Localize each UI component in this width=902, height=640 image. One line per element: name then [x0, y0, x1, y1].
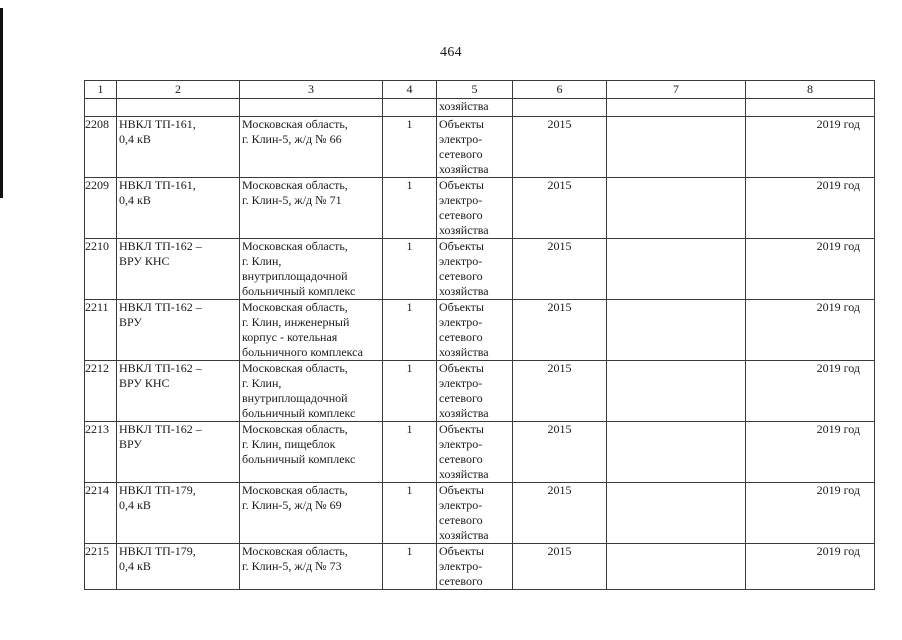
cell-object-type: [437, 300, 513, 361]
cell-object-type: [437, 361, 513, 422]
cell-number: [85, 361, 117, 422]
cell-number-text: 2211: [85, 300, 109, 314]
cell-address-text: Московская область, г. Клин, пищеблок больничный комплекс: [242, 422, 356, 466]
table-row: [85, 422, 875, 483]
cell-year-text: 2015: [547, 483, 572, 497]
cell-deadline: [746, 117, 875, 178]
cell-object-name: [117, 300, 240, 361]
cell-number: [85, 300, 117, 361]
cell-deadline: [746, 544, 875, 590]
cell-number-text: 2213: [85, 422, 109, 436]
table-row: [85, 178, 875, 239]
cell-column-7: [607, 544, 746, 590]
cell-quantity: [383, 178, 437, 239]
cell-deadline-text: 2019 год: [816, 483, 860, 497]
page-number: 464: [440, 45, 462, 60]
cell-address: [240, 117, 383, 178]
cell-address: [240, 361, 383, 422]
table-row: [85, 117, 875, 178]
cell-year: [513, 300, 607, 361]
cell-address-text: Московская область, г. Клин, внутриплощадочной больничный комплекс: [242, 361, 356, 420]
cell-year-text: 2015: [547, 239, 572, 253]
cell-object-name: [117, 422, 240, 483]
cell-object-type: [437, 483, 513, 544]
cell-address: [240, 239, 383, 300]
cell-object-type-text: Объекты электро- сетевого хозяйства: [439, 178, 489, 237]
cell-quantity-text: 1: [406, 483, 413, 497]
table-row: [85, 361, 875, 422]
cell-address-text: Московская область, г. Клин, внутриплощадочной больничный комплекс: [242, 239, 356, 298]
cell-quantity: [383, 544, 437, 590]
cell-column-7: [607, 178, 746, 239]
cell-deadline-text: 2019 год: [816, 361, 860, 375]
cell-object-name: [117, 239, 240, 300]
cell-quantity-text: 1: [406, 544, 413, 558]
cell-address-text: Московская область, г. Клин, инженерный корпус - котельная больничного комплекса: [242, 300, 363, 359]
cell-number-text: 2212: [85, 361, 109, 375]
cell-number: [85, 483, 117, 544]
cell-deadline-text: 2019 год: [816, 239, 860, 253]
cell-object-type-text: Объекты электро- сетевого хозяйства: [439, 239, 489, 298]
cell-deadline-text: 2019 год: [816, 117, 860, 131]
cell-object-type: [437, 239, 513, 300]
cell-deadline: [746, 300, 875, 361]
cell-object-name-text: НВКЛ ТП-179, 0,4 кВ: [119, 483, 196, 512]
cell-year: [513, 361, 607, 422]
register-table: [84, 80, 875, 590]
cell-year-text: 2015: [547, 178, 572, 192]
table-cell: [85, 99, 117, 117]
cell-number-text: 2209: [85, 178, 109, 192]
cell-year: [513, 422, 607, 483]
column-header: 4: [383, 81, 437, 99]
column-header: 8: [746, 81, 875, 99]
cell-number: [85, 422, 117, 483]
cell-object-name: [117, 544, 240, 590]
cell-deadline: [746, 178, 875, 239]
table-cell: [117, 99, 240, 117]
cell-column-7: [607, 300, 746, 361]
cell-object-type-text: Объекты электро- сетевого хозяйства: [439, 422, 489, 481]
cell-number: [85, 544, 117, 590]
continuation-row: [85, 99, 875, 117]
table-cell: [240, 99, 383, 117]
cell-column-7: [607, 239, 746, 300]
cell-quantity-text: 1: [406, 178, 413, 192]
cell-deadline: [746, 361, 875, 422]
cell-address-text: Московская область, г. Клин-5, ж/д № 69: [242, 483, 348, 512]
cell-quantity-text: 1: [406, 300, 413, 314]
cell-year-text: 2015: [547, 117, 572, 131]
cell-object-name-text: НВКЛ ТП-161, 0,4 кВ: [119, 117, 196, 146]
cell-quantity: [383, 422, 437, 483]
table-cell: [383, 99, 437, 117]
cell-object-name-text: НВКЛ ТП-161, 0,4 кВ: [119, 178, 196, 207]
cell-quantity: [383, 300, 437, 361]
cell-object-name: [117, 483, 240, 544]
cell-year-text: 2015: [547, 300, 572, 314]
cell-quantity: [383, 483, 437, 544]
cell-object-name-text: НВКЛ ТП-162 – ВРУ КНС: [119, 239, 202, 268]
cell-year-text: 2015: [547, 422, 572, 436]
cell-number-text: 2208: [85, 117, 109, 131]
cell-quantity: [383, 117, 437, 178]
cell-object-type-text: Объекты электро- сетевого хозяйства: [439, 300, 489, 359]
cell-object-name-text: НВКЛ ТП-179, 0,4 кВ: [119, 544, 196, 573]
cell-number: [85, 239, 117, 300]
cell-year-text: 2015: [547, 361, 572, 375]
scan-edge-mark: [0, 8, 3, 198]
cell-year: [513, 544, 607, 590]
table-cell: [746, 99, 875, 117]
cell-deadline-text: 2019 год: [816, 422, 860, 436]
table-row: [85, 544, 875, 590]
table-cell: [607, 99, 746, 117]
cell-object-type: [437, 422, 513, 483]
cell-column-7: [607, 361, 746, 422]
cell-object-name-text: НВКЛ ТП-162 – ВРУ: [119, 300, 202, 329]
cell-quantity-text: 1: [406, 239, 413, 253]
table-row: [85, 239, 875, 300]
cell-quantity-text: 1: [406, 117, 413, 131]
cell-object-type-text: Объекты электро- сетевого хозяйства: [439, 483, 489, 542]
cell-quantity-text: 1: [406, 361, 413, 375]
table-row: [85, 483, 875, 544]
column-header: 3: [240, 81, 383, 99]
cell-number: [85, 117, 117, 178]
column-header: 6: [513, 81, 607, 99]
cell-address: [240, 300, 383, 361]
cell-year-text: 2015: [547, 544, 572, 558]
column-header: 2: [117, 81, 240, 99]
cell-object-type-text: Объекты электро- сетевого хозяйства: [439, 117, 489, 176]
column-header: 1: [85, 81, 117, 99]
cell-address: [240, 422, 383, 483]
cell-quantity: [383, 361, 437, 422]
column-header: 7: [607, 81, 746, 99]
cell-year: [513, 178, 607, 239]
cell-address-text: Московская область, г. Клин-5, ж/д № 66: [242, 117, 348, 146]
cell-deadline: [746, 422, 875, 483]
cell-year: [513, 117, 607, 178]
cell-object-name-text: НВКЛ ТП-162 – ВРУ: [119, 422, 202, 451]
cell-address: [240, 544, 383, 590]
cell-deadline-text: 2019 год: [816, 544, 860, 558]
cell-object-name: [117, 178, 240, 239]
cell-object-name-text: НВКЛ ТП-162 – ВРУ КНС: [119, 361, 202, 390]
column-header: 5: [437, 81, 513, 99]
cell-number-text: 2210: [85, 239, 109, 253]
cell-quantity-text: 1: [406, 422, 413, 436]
cell-deadline-text: 2019 год: [816, 300, 860, 314]
cell-address-text: Московская область, г. Клин-5, ж/д № 71: [242, 178, 348, 207]
cell-column-7: [607, 422, 746, 483]
cell-object-name: [117, 361, 240, 422]
register-body: [85, 81, 875, 590]
table-row: [85, 300, 875, 361]
cell-address: [240, 178, 383, 239]
cell-object-type-text: Объекты электро- сетевого: [439, 544, 484, 588]
cell-object-type: [437, 117, 513, 178]
cell-object-type: [437, 178, 513, 239]
cell-column-7: [607, 117, 746, 178]
cell-column-7: [607, 483, 746, 544]
cell-year: [513, 239, 607, 300]
column-number-row: [85, 81, 875, 99]
cell-address-text: Московская область, г. Клин-5, ж/д № 73: [242, 544, 348, 573]
cell-number-text: 2214: [85, 483, 109, 497]
cell-object-name: [117, 117, 240, 178]
cell-year: [513, 483, 607, 544]
cell-deadline: [746, 239, 875, 300]
cell-object-type-text: Объекты электро- сетевого хозяйства: [439, 361, 489, 420]
table-cell: [513, 99, 607, 117]
cell-number: [85, 178, 117, 239]
cell-quantity: [383, 239, 437, 300]
cell-object-type: хозяйства: [437, 99, 513, 117]
cell-number-text: 2215: [85, 544, 109, 558]
cell-deadline-text: 2019 год: [816, 178, 860, 192]
cell-deadline: [746, 483, 875, 544]
cell-object-type: [437, 544, 513, 590]
cell-address: [240, 483, 383, 544]
